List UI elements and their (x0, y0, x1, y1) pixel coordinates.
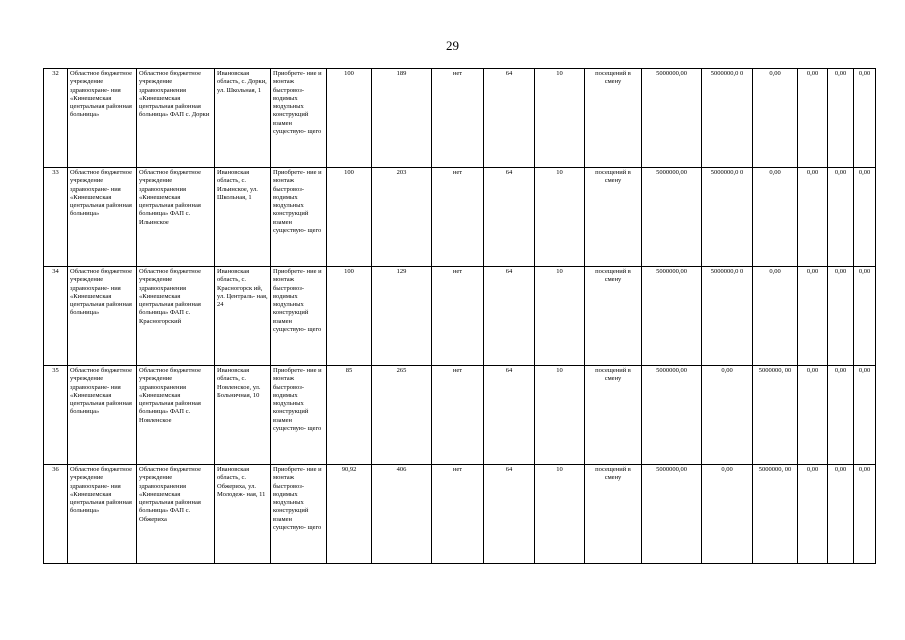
funding-year-1-cell: 5000000,0 0 (702, 168, 753, 267)
funding-year-5-cell: 0,00 (854, 267, 876, 366)
table-row (44, 69, 876, 168)
institution-name-cell: Областное бюджетное учреждение здравоохране- ния «Кинешемская центральная районная больница» (68, 69, 137, 168)
facilities-table (43, 68, 876, 564)
table-row (44, 168, 876, 267)
funding-year-2-cell: 0,00 (753, 69, 798, 168)
value-5-cell: 10 (535, 168, 585, 267)
capacity-unit-cell: посещений в смену (585, 366, 642, 465)
value-5-cell: 10 (535, 267, 585, 366)
address-cell: Ивановская область, с. Обжериха, ул. Молодеж- ная, 11 (215, 465, 271, 564)
row-number-cell: 35 (44, 366, 68, 465)
value-2-cell: 189 (372, 69, 432, 168)
funding-year-1-cell: 0,00 (702, 465, 753, 564)
funding-year-4-cell: 0,00 (828, 69, 854, 168)
funding-year-5-cell: 0,00 (854, 168, 876, 267)
value-1-cell: 100 (327, 267, 372, 366)
institution-name-cell: Областное бюджетное учреждение здравоохране- ния «Кинешемская центральная районная больница» (68, 366, 137, 465)
address-cell: Ивановская область, с. Новленское, ул. Больничная, 10 (215, 366, 271, 465)
capacity-unit-cell: посещений в смену (585, 69, 642, 168)
activity-type-cell: Приобрете- ние и монтаж быстровоз- водимых модульных конструкций взамен существую- щего (271, 69, 327, 168)
institution-name-cell: Областное бюджетное учреждение здравоохране- ния «Кинешемская центральная районная больница» (68, 267, 137, 366)
capacity-unit-cell: посещений в смену (585, 465, 642, 564)
funding-year-2-cell: 5000000, 00 (753, 465, 798, 564)
value-3-cell: нет (432, 465, 484, 564)
funding-year-5-cell: 0,00 (854, 465, 876, 564)
institution-name-cell: Областное бюджетное учреждение здравоохране- ния «Кинешемская центральная районная больница» (68, 465, 137, 564)
value-5-cell: 10 (535, 465, 585, 564)
value-3-cell: нет (432, 366, 484, 465)
value-2-cell: 406 (372, 465, 432, 564)
page-number: 29 (446, 38, 459, 53)
object-name-cell: Областное бюджетное учреждение здравоохранения «Кинешемская центральная районная больница» ФАП с. Ильинское (137, 168, 215, 267)
funding-total-cell: 5000000,00 (642, 168, 702, 267)
funding-total-cell: 5000000,00 (642, 366, 702, 465)
value-4-cell: 64 (484, 168, 535, 267)
row-number-cell: 34 (44, 267, 68, 366)
value-3-cell: нет (432, 267, 484, 366)
funding-total-cell: 5000000,00 (642, 465, 702, 564)
value-4-cell: 64 (484, 69, 535, 168)
address-cell: Ивановская область, с. Дорки, ул. Школьная, 1 (215, 69, 271, 168)
object-name-cell: Областное бюджетное учреждение здравоохранения «Кинешемская центральная районная больница» ФАП с. Красногорский (137, 267, 215, 366)
address-cell: Ивановская область, с. Ильинское, ул. Школьная, 1 (215, 168, 271, 267)
capacity-unit-cell: посещений в смену (585, 267, 642, 366)
table-row (44, 267, 876, 366)
object-name-cell: Областное бюджетное учреждение здравоохранения «Кинешемская центральная районная больница» ФАП с. Новленское (137, 366, 215, 465)
value-1-cell: 100 (327, 168, 372, 267)
funding-year-3-cell: 0,00 (798, 69, 828, 168)
row-number-cell: 33 (44, 168, 68, 267)
row-number-cell: 36 (44, 465, 68, 564)
address-cell: Ивановская область, с. Красногорск ий, ул. Централь- ная, 24 (215, 267, 271, 366)
capacity-unit-cell: посещений в смену (585, 168, 642, 267)
funding-year-5-cell: 0,00 (854, 366, 876, 465)
funding-year-4-cell: 0,00 (828, 168, 854, 267)
funding-year-2-cell: 0,00 (753, 168, 798, 267)
funding-year-1-cell: 5000000,0 0 (702, 69, 753, 168)
funding-year-1-cell: 5000000,0 0 (702, 267, 753, 366)
funding-year-1-cell: 0,00 (702, 366, 753, 465)
object-name-cell: Областное бюджетное учреждение здравоохранения «Кинешемская центральная районная больница» ФАП с. Дорки (137, 69, 215, 168)
funding-year-2-cell: 5000000, 00 (753, 366, 798, 465)
activity-type-cell: Приобрете- ние и монтаж быстровоз- водимых модульных конструкций взамен существую- щего (271, 267, 327, 366)
funding-year-4-cell: 0,00 (828, 267, 854, 366)
value-4-cell: 64 (484, 366, 535, 465)
institution-name-cell: Областное бюджетное учреждение здравоохране- ния «Кинешемская центральная районная больница» (68, 168, 137, 267)
funding-year-4-cell: 0,00 (828, 366, 854, 465)
value-1-cell: 85 (327, 366, 372, 465)
value-1-cell: 90,92 (327, 465, 372, 564)
table-row (44, 465, 876, 564)
value-2-cell: 203 (372, 168, 432, 267)
funding-year-5-cell: 0,00 (854, 69, 876, 168)
value-4-cell: 64 (484, 465, 535, 564)
funding-year-3-cell: 0,00 (798, 366, 828, 465)
value-4-cell: 64 (484, 267, 535, 366)
value-3-cell: нет (432, 69, 484, 168)
activity-type-cell: Приобрете- ние и монтаж быстровоз- водимых модульных конструкций взамен существую- щего (271, 366, 327, 465)
value-2-cell: 129 (372, 267, 432, 366)
funding-year-3-cell: 0,00 (798, 267, 828, 366)
table-row (44, 366, 876, 465)
object-name-cell: Областное бюджетное учреждение здравоохранения «Кинешемская центральная районная больница» ФАП с. Обжериха (137, 465, 215, 564)
value-1-cell: 100 (327, 69, 372, 168)
funding-year-3-cell: 0,00 (798, 168, 828, 267)
row-number-cell: 32 (44, 69, 68, 168)
value-2-cell: 265 (372, 366, 432, 465)
value-5-cell: 10 (535, 366, 585, 465)
funding-year-4-cell: 0,00 (828, 465, 854, 564)
activity-type-cell: Приобрете- ние и монтаж быстровоз- водимых модульных конструкций взамен существую- щего (271, 465, 327, 564)
funding-year-3-cell: 0,00 (798, 465, 828, 564)
activity-type-cell: Приобрете- ние и монтаж быстровоз- водимых модульных конструкций взамен существую- щего (271, 168, 327, 267)
funding-total-cell: 5000000,00 (642, 69, 702, 168)
value-5-cell: 10 (535, 69, 585, 168)
funding-total-cell: 5000000,00 (642, 267, 702, 366)
funding-year-2-cell: 0,00 (753, 267, 798, 366)
value-3-cell: нет (432, 168, 484, 267)
